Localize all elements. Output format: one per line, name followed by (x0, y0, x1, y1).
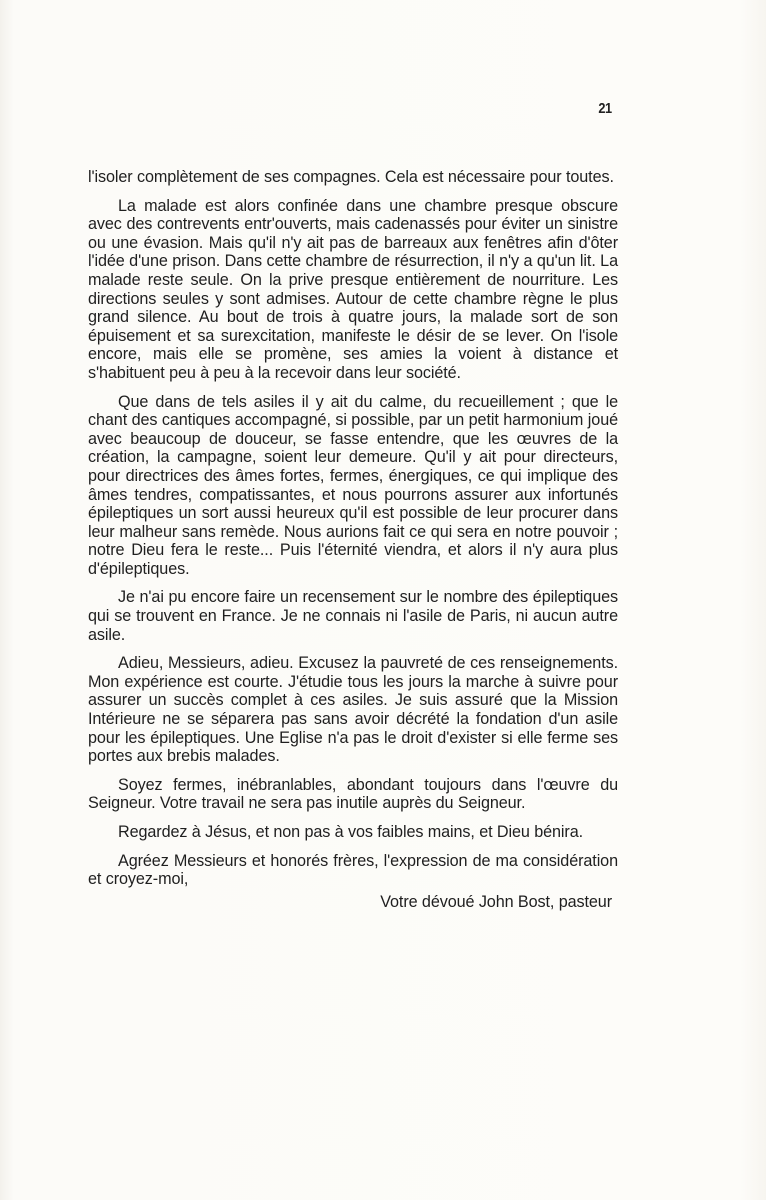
paragraph-5: Adieu, Messieurs, adieu. Excusez la pauvreté de ces renseignements. Mon expérience est courte. J'étudie tous les jours la marche à suivre pour assurer un succès complet à ces asiles. Je suis assuré que la Mission Intérieure ne se séparera pas sans avoir décrété la fondation d'un asile pour les épileptiques. Une Eglise n'a pas le droit d'exister si elle ferme ses portes aux brebis malades. (88, 654, 618, 766)
paragraph-4: Je n'ai pu encore faire un recensement sur le nombre des épileptiques qui se trouvent en France. Je ne connais ni l'asile de Paris, ni aucun autre asile. (88, 588, 618, 644)
signature: Votre dévoué John Bost, pasteur (380, 892, 612, 911)
paragraph-3: Que dans de tels asiles il y ait du calme, du recueillement ; que le chant des cantiques accompagné, si possible, par un petit harmonium joué avec beaucoup de douceur, se fasse entendre, que les œuvres de la création, la campagne, soient leur demeure. Qu'il y ait pour directeurs, pour directrices des âmes fortes, fermes, énergiques, ce qui implique des âmes tendres, compatissantes, et nous pourrons assurer aux infortunés épileptiques un sort aussi heureux qu'il est possible de leur procurer dans leur malheur sans remède. Nous aurions fait ce qui sera en notre pouvoir ; notre Dieu fera le reste... Puis l'éternité viendra, et alors il n'y aura plus d'épileptiques. (88, 392, 618, 578)
paragraph-2: La malade est alors confinée dans une chambre presque obscure avec des contrevents entr'ouverts, mais cadenassés pour éviter un sinistre ou une évasion. Mais qu'il n'y ait pas de barreaux aux fenêtres afin d'ôter l'idée d'une prison. Dans cette chambre de résurrection, il n'y a qu'un lit. La malade reste seule. On la prive presque entièrement de nourriture. Les directions seules y sont admises. Autour de cette chambre règne le plus grand silence. Au bout de trois à quatre jours, la malade sort de son épuisement et sa surexcitation, manifeste le désir de se lever. On l'isole encore, mais elle se promène, ses amies la voient à distance et s'habituent peu à peu à la recevoir dans leur société. (88, 196, 618, 382)
paragraph-7: Regardez à Jésus, et non pas à vos faibles mains, et Dieu bénira. (118, 823, 584, 841)
paragraph-1: l'isoler complètement de ses compagnes. Cela est nécessaire pour toutes. (88, 168, 614, 186)
page-number: 21 (598, 100, 612, 117)
paragraph-6: Soyez fermes, inébranlables, abondant toujours dans l'œuvre du Seigneur. Votre travail ne sera pas inutile auprès du Seigneur. (88, 775, 618, 813)
paragraph-8: Agréez Messieurs et honorés frères, l'expression de ma considération et croyez-moi, (88, 851, 618, 889)
letter-body (88, 168, 618, 911)
